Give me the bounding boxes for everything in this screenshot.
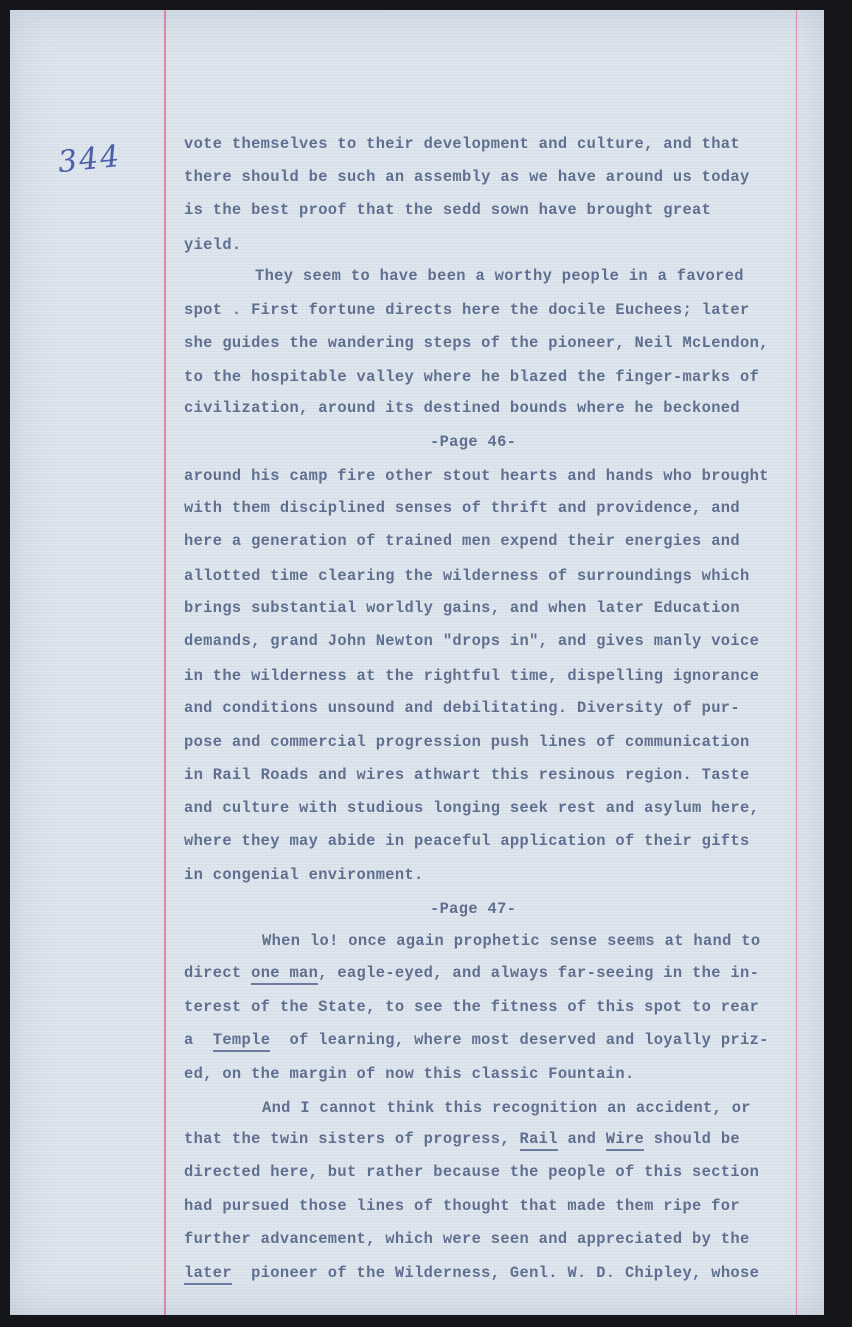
text-line: terest of the State, to see the fitness of this spot to rear [184, 998, 760, 1016]
text-line: is the best proof that the sedd sown have brought great [184, 201, 712, 219]
underlined-word: Wire [606, 1130, 644, 1151]
text-line: she guides the wandering steps of the pioneer, Neil McLendon, [184, 334, 769, 352]
text-line: with them disciplined senses of thrift and providence, and [184, 499, 740, 517]
text-line: here a generation of trained men expend their energies and [184, 532, 740, 550]
text-line: civilization, around its destined bounds where he beckoned [184, 399, 740, 417]
text-line: yield. [184, 236, 242, 254]
text-line: later pioneer of the Wilderness, Genl. W. D. Chipley, whose [184, 1262, 759, 1284]
page-marker: -Page 47- [430, 900, 517, 918]
underlined-word: later [184, 1264, 232, 1285]
text-line: had pursued those lines of thought that made them ripe for [184, 1197, 740, 1215]
handwritten-folio-number: 344 [56, 138, 123, 181]
text-line: direct one man, eagle-eyed, and always far-seeing in the in- [184, 962, 759, 984]
text-line: and culture with studious longing seek rest and asylum here, [184, 799, 760, 817]
right-margin-rule [796, 10, 797, 1315]
page-marker: -Page 46- [430, 433, 517, 451]
underlined-word: Rail [520, 1130, 558, 1151]
text-line: a Temple of learning, where most deserved and loyally priz- [184, 1029, 769, 1051]
text-line: further advancement, which were seen and appreciated by the [184, 1230, 750, 1248]
text-line: brings substantial worldly gains, and when later Education [184, 599, 740, 617]
text-line: and conditions unsound and debilitating. Diversity of pur- [184, 699, 740, 717]
underlined-phrase: one man [251, 964, 318, 985]
text-line: in Rail Roads and wires athwart this resinous region. Taste [184, 766, 750, 784]
text-line: to the hospitable valley where he blazed the finger-marks of [184, 368, 760, 386]
text-line: When lo! once again prophetic sense seems at hand to [262, 932, 761, 950]
text-line: spot . First fortune directs here the docile Euchees; later [184, 301, 750, 319]
text-line: They seem to have been a worthy people in a favored [255, 267, 744, 285]
text-line: there should be such an assembly as we have around us today [184, 168, 750, 186]
text-line: around his camp fire other stout hearts and hands who brought [184, 467, 769, 485]
text-line: allotted time clearing the wilderness of surroundings which [184, 567, 750, 585]
text-line: vote themselves to their development and culture, and that [184, 135, 740, 153]
text-line: pose and commercial progression push lines of communication [184, 733, 750, 751]
text-line: And I cannot think this recognition an accident, or [262, 1099, 751, 1117]
left-margin-rule [164, 10, 166, 1315]
underlined-phrase: Temple [213, 1031, 271, 1052]
text-line: where they may abide in peaceful application of their gifts [184, 832, 750, 850]
text-line: ed, on the margin of now this classic Fountain. [184, 1065, 635, 1083]
text-line: demands, grand John Newton "drops in", and gives manly voice [184, 632, 760, 650]
text-line: that the twin sisters of progress, Rail and Wire should be [184, 1128, 740, 1150]
text-line: in the wilderness at the rightful time, dispelling ignorance [184, 667, 760, 685]
text-line: in congenial environment. [184, 866, 424, 884]
text-line: directed here, but rather because the people of this section [184, 1163, 760, 1181]
